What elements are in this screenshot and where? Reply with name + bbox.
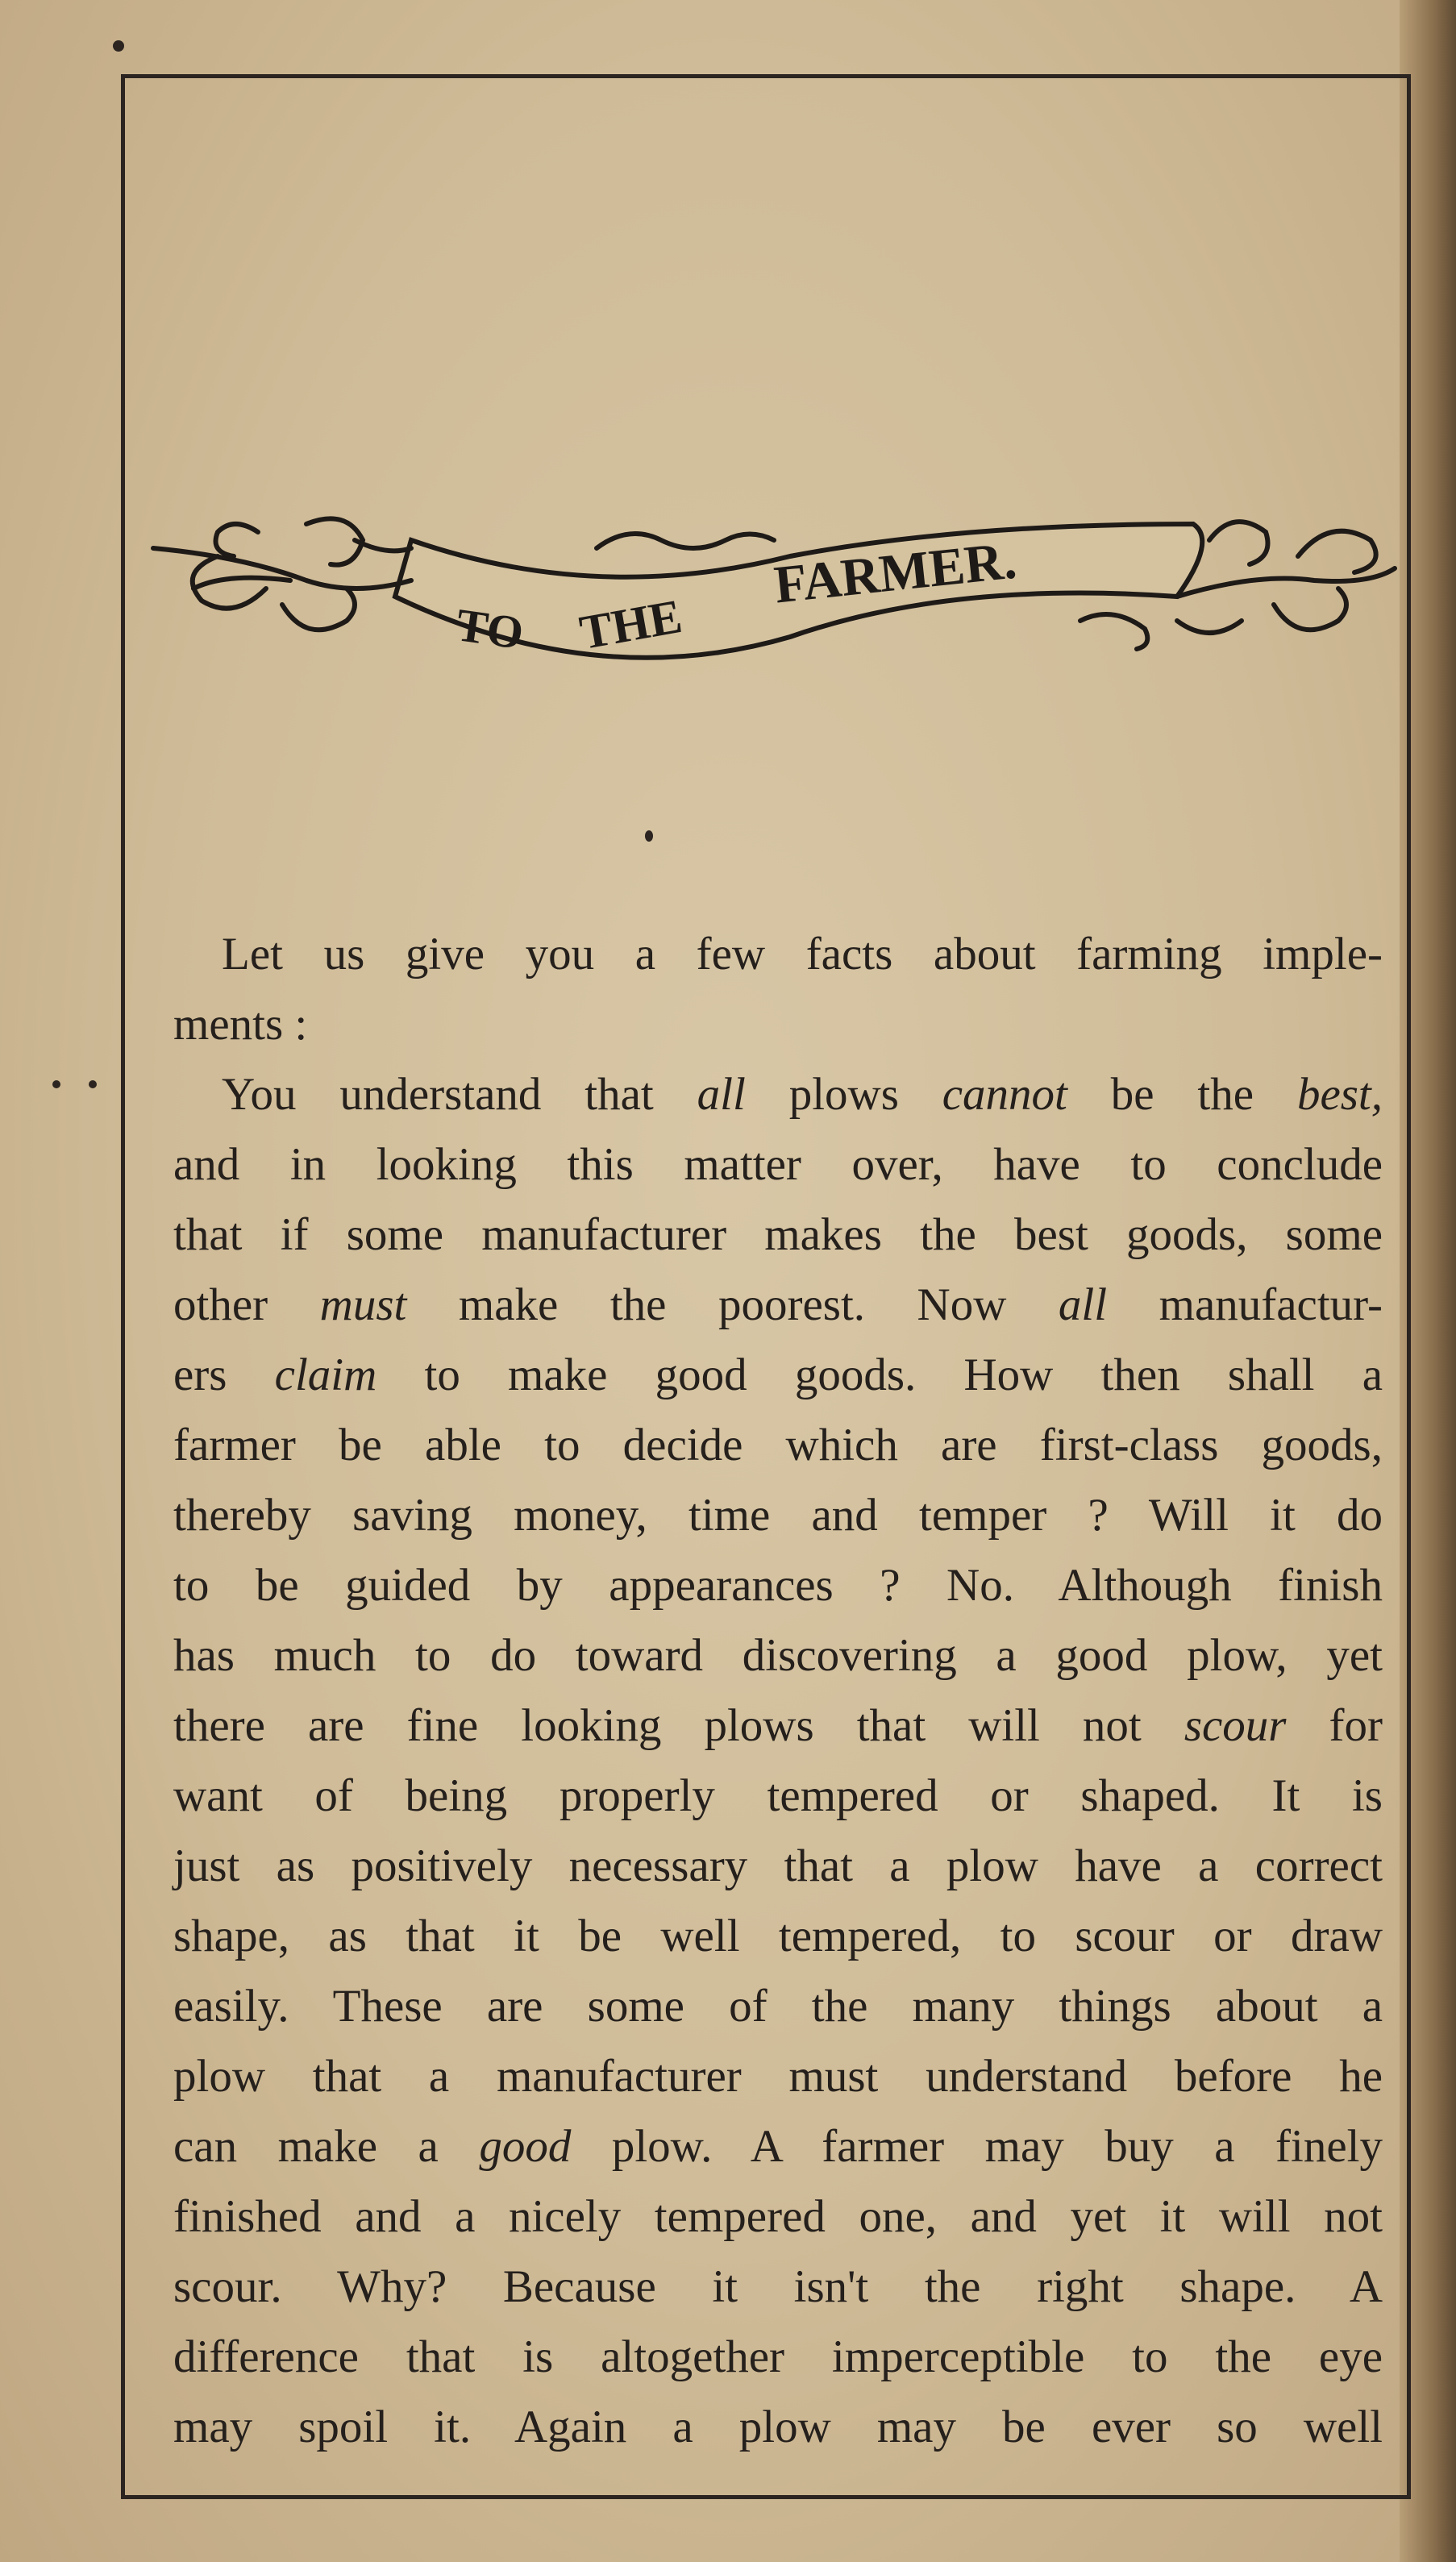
text-line xyxy=(173,989,1383,1059)
text-run: easily. These are some of the many things about a xyxy=(173,1981,1383,2032)
heading-word-the: THE xyxy=(576,589,686,659)
text-run: Let us give you a few facts about farming imple- xyxy=(222,929,1383,979)
italic-word: claim xyxy=(274,1350,377,1400)
text-run: scour. Why? Because it isn't the right shape. A xyxy=(173,2261,1383,2312)
text-line xyxy=(173,1971,1383,2041)
text-run: ments : xyxy=(173,999,308,1050)
heading-banner xyxy=(145,508,1403,701)
text-line xyxy=(173,2252,1383,2322)
heading-word-farmer: FARMER. xyxy=(771,530,1020,615)
text-line xyxy=(173,2041,1383,2111)
italic-word: scour xyxy=(1184,1700,1287,1751)
text-run: manufactur- xyxy=(1107,1279,1383,1330)
text-run: plow that a manufacturer must understand before he xyxy=(173,2051,1383,2102)
text-run: may spoil it. Again a plow may be ever so well xyxy=(173,2402,1383,2452)
text-line xyxy=(173,1550,1383,1620)
ink-speck xyxy=(113,40,124,52)
heading-word-to: TO xyxy=(453,598,527,660)
page-border-right xyxy=(1407,74,1411,2499)
text-line xyxy=(173,2181,1383,2252)
text-line xyxy=(173,1761,1383,1831)
ink-speck xyxy=(645,830,653,842)
text-line xyxy=(173,1410,1383,1480)
italic-word: all xyxy=(1058,1279,1108,1330)
text-line xyxy=(173,2322,1383,2392)
text-line xyxy=(173,919,1383,989)
text-line xyxy=(173,1901,1383,1971)
text-run: just as positively necessary that a plow have a correct xyxy=(173,1840,1383,1891)
text-run: be the xyxy=(1067,1069,1297,1120)
text-line xyxy=(173,1270,1383,1340)
text-run: other xyxy=(173,1279,320,1330)
text-run: You understand that xyxy=(222,1069,697,1120)
italic-word: best, xyxy=(1296,1069,1383,1120)
left-scroll-ornament xyxy=(153,518,411,630)
text-run: finished and a nicely tempered one, and yet it will not xyxy=(173,2191,1383,2242)
ink-speck xyxy=(52,1080,60,1088)
text-run: and in looking this matter over, have to conclude xyxy=(173,1139,1383,1190)
text-run: shape, as that it be well tempered, to scour or draw xyxy=(173,1911,1383,1961)
text-run: want of being properly tempered or shaped. It is xyxy=(173,1770,1383,1821)
text-run: make the poorest. Now xyxy=(406,1279,1059,1330)
text-run: thereby saving money, time and temper ? Will it do xyxy=(173,1490,1383,1541)
text-run: ers xyxy=(173,1350,275,1400)
italic-word: good xyxy=(479,2121,572,2172)
text-run: has much to do toward discovering a good plow, yet xyxy=(173,1630,1383,1681)
article-body xyxy=(173,919,1383,2462)
text-line xyxy=(173,2111,1383,2181)
text-line xyxy=(173,1691,1383,1761)
text-line xyxy=(173,1340,1383,1410)
text-run: plow. A farmer may buy a finely xyxy=(571,2121,1383,2172)
italic-word: all xyxy=(697,1069,746,1120)
text-line xyxy=(173,1200,1383,1270)
text-run: to be guided by appearances ? No. Although finish xyxy=(173,1560,1383,1611)
text-run: can make a xyxy=(173,2121,480,2172)
text-line xyxy=(173,1129,1383,1200)
ink-speck xyxy=(89,1080,97,1088)
italic-word: cannot xyxy=(942,1069,1067,1120)
italic-word: must xyxy=(319,1279,407,1330)
text-line xyxy=(173,1480,1383,1550)
text-line xyxy=(173,1059,1383,1129)
text-line xyxy=(173,1620,1383,1691)
text-line xyxy=(173,2392,1383,2462)
text-run: there are fine looking plows that will not xyxy=(173,1700,1184,1751)
text-run: farmer be able to decide which are first-class goods, xyxy=(173,1420,1383,1470)
text-run: plows xyxy=(745,1069,942,1120)
text-run: to make good goods. How then shall a xyxy=(376,1350,1383,1400)
text-line xyxy=(173,1831,1383,1901)
text-run: that if some manufacturer makes the best goods, some xyxy=(173,1209,1383,1260)
text-run: for xyxy=(1286,1700,1383,1751)
text-run: difference that is altogether imperceptible to the eye xyxy=(173,2331,1383,2382)
